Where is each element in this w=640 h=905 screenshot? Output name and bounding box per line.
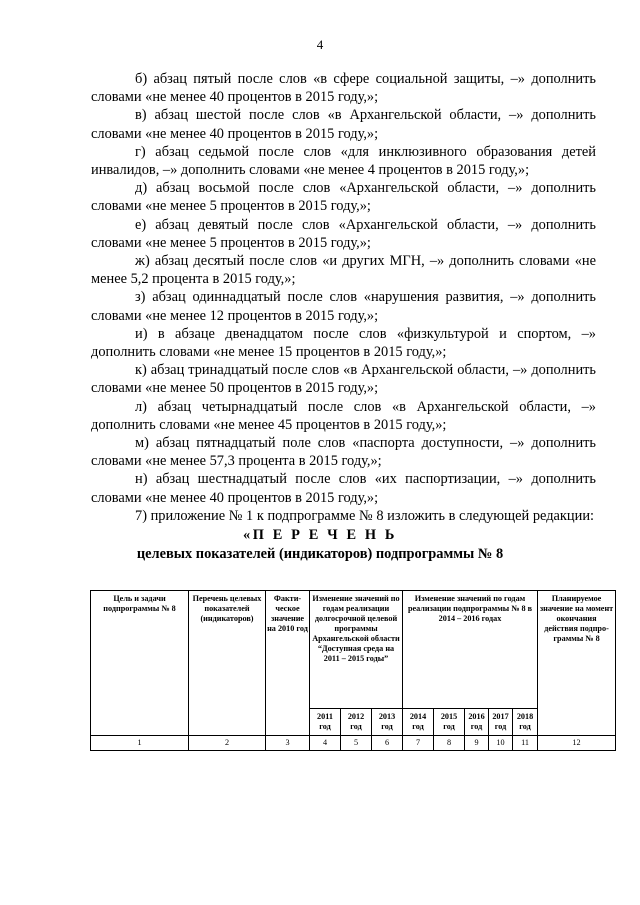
paragraph-k: к) абзац тринадцатый после слов «в Архангельской области, –» дополнить словами «не менее 50 процентов в 2015 году,»; (91, 362, 596, 397)
header-year: 2016 год (465, 709, 489, 736)
list-title (0, 526, 640, 564)
paragraph-z: з) абзац одиннадцатый после слов «нарушения развития, –» дополнить словами «не менее 12 процентов в 2015 году,»; (91, 289, 596, 324)
header-year: 2014 год (403, 709, 434, 736)
column-number: 9 (465, 736, 489, 751)
header-year: 2013 год (372, 709, 403, 736)
paragraph-g: г) абзац седьмой после слов «для инклюзивного образования детей инвалидов, –» дополнить словами «не менее 4 процентов в 2015 году,»; (91, 143, 596, 179)
header-year: 2011 год (310, 709, 341, 736)
paragraph-l: л) абзац четырнадцатый после слов «в Архангельской области, –» дополнить словами «не менее 45 процентов в 2015 году,»; (91, 398, 596, 433)
header-year: 2017 год (489, 709, 513, 736)
column-number: 8 (434, 736, 465, 751)
column-number: 7 (403, 736, 434, 751)
column-number: 11 (513, 736, 538, 751)
paragraph-v: в) абзац шестой после слов «в Архангельской области, –» дополнить словами «не менее 40 процентов в 2015 году,»; (91, 107, 596, 142)
column-number: 3 (266, 736, 310, 751)
indicators-table (90, 590, 616, 751)
column-number: 6 (372, 736, 403, 751)
paragraph-d: д) абзац восьмой после слов «Архангельской области, –» дополнить словами «не менее 5 процентов в 2015 году,»; (91, 180, 596, 215)
column-number: 10 (489, 736, 513, 751)
list-title-subheading: целевых показателей (индикаторов) подпрограммы № 8 (136, 546, 504, 562)
paragraph-i: и) в абзаце двенадцатом после слов «физкультурой и спортом, –» дополнить словами «не менее 15 процентов в 2015 году,»; (91, 325, 596, 361)
header-planned-value: Планируемое значение на момент окончания действия подпро-граммы № 8 (538, 591, 616, 736)
table-header-row (91, 591, 616, 709)
header-actual-2010: Факти-ческое значение на 2010 год (266, 591, 310, 736)
column-number: 2 (189, 736, 266, 751)
header-change-subprogram: Изменение значений по годам реализации подпрограммы № 8 в 2014 – 2016 годах (403, 591, 538, 709)
page-number: 4 (316, 37, 324, 52)
list-title-heading: «П Е Р Е Ч Е Н Ь (242, 527, 398, 543)
header-indicators: Перечень целевых показателей (индикаторов) (189, 591, 266, 736)
header-change-long-term: Изменение значений по годам реализации долгосрочной целевой программы Архангельской области “Доступная среда на 2011 – 2015 годы” (310, 591, 403, 709)
paragraph-e: е) абзац девятый после слов «Архангельской области, –» дополнить словами «не менее 5 процентов в 2015 году,»; (91, 216, 596, 251)
column-number: 12 (538, 736, 616, 751)
header-goals: Цель и задачи подпрограммы № 8 (91, 591, 189, 736)
paragraph-b: б) абзац пятый после слов «в сфере социальной защиты, –» дополнить словами «не менее 40 процентов в 2015 году,»; (91, 71, 596, 106)
paragraph-zh: ж) абзац десятый после слов «и других МГН, –» дополнить словами «не менее 5,2 процента в 2015 году,»; (91, 253, 596, 288)
column-number: 5 (341, 736, 372, 751)
column-number: 4 (310, 736, 341, 751)
paragraph-7: 7) приложение № 1 к подпрограмме № 8 изложить в следующей редакции: (135, 507, 595, 524)
header-year: 2015 год (434, 709, 465, 736)
paragraph-n: н) абзац шестнадцатый после слов «их паспортизации, –» дополнить словами «не менее 40 процентов в 2015 году,»; (91, 471, 596, 506)
amendment-text (91, 70, 596, 525)
paragraph-m: м) абзац пятнадцатый поле слов «паспорта доступности, –» дополнить словами «не менее 57,3 процента в 2015 году,»; (91, 435, 596, 470)
column-number: 1 (91, 736, 189, 751)
table-column-numbers-row (91, 736, 616, 751)
header-year: 2012 год (341, 709, 372, 736)
header-year: 2018 год (513, 709, 538, 736)
